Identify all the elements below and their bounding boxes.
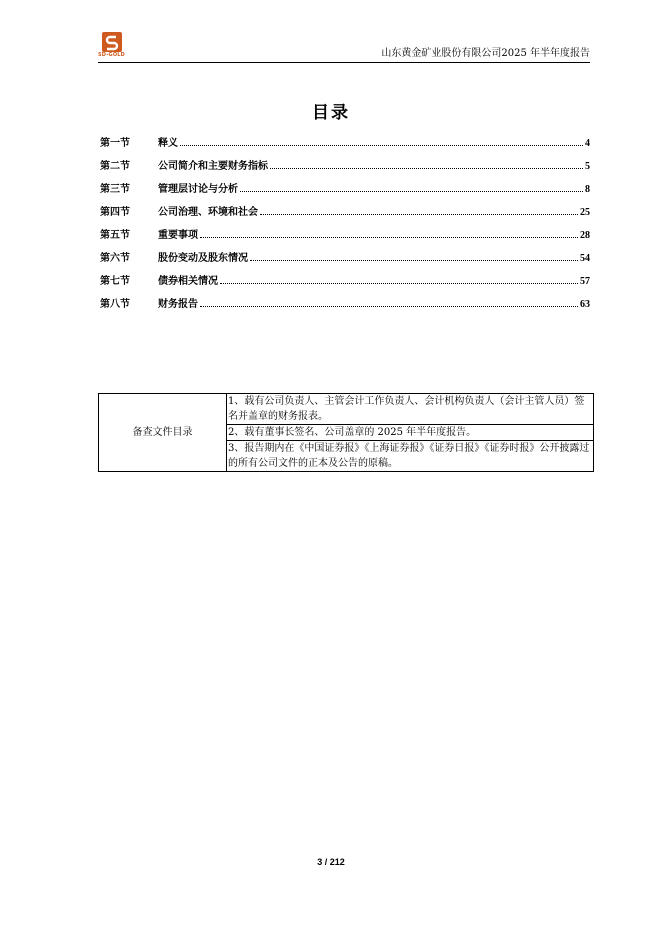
toc-page-number[interactable]: 25: [580, 207, 590, 218]
toc-page-number[interactable]: 28: [580, 230, 590, 241]
toc-section-title[interactable]: 重要事项: [158, 230, 198, 241]
toc-item[interactable]: [100, 203, 590, 217]
reference-documents-table: [98, 393, 594, 472]
toc-page-number[interactable]: 54: [580, 253, 590, 264]
toc-leader-dots: [270, 167, 583, 169]
toc-section-number: 第三节: [100, 184, 130, 195]
reference-documents-label: 备查文件目录: [99, 394, 227, 472]
toc-heading: 目录: [312, 103, 350, 123]
toc-section-number: 第四节: [100, 207, 130, 218]
toc-section-title[interactable]: 股份变动及股东情况: [158, 253, 248, 264]
toc-leader-dots: [220, 282, 578, 284]
toc-leader-dots: [200, 236, 578, 238]
page-number-indicator: 3 / 212: [317, 857, 345, 867]
logo-text: SD-GOLD: [98, 52, 126, 58]
toc-leader-dots: [180, 144, 583, 146]
toc-leader-dots: [200, 305, 578, 307]
reference-document-item: 1、载有公司负责人、主管会计工作负责人、会计机构负责人（会计主管人员）签名并盖章的财务报表。: [227, 394, 594, 425]
toc-item[interactable]: [100, 226, 590, 240]
toc-page-number[interactable]: 4: [585, 138, 590, 149]
page-header: [98, 28, 590, 63]
toc-section-title[interactable]: 管理层讨论与分析: [158, 184, 238, 195]
table-row: [99, 394, 594, 425]
toc-section-number: 第五节: [100, 230, 130, 241]
toc-page-number[interactable]: 8: [585, 184, 590, 195]
toc-section-number: 第七节: [100, 276, 130, 287]
toc-item[interactable]: [100, 134, 590, 148]
toc-leader-dots: [250, 259, 578, 261]
toc-section-title[interactable]: 债券相关情况: [158, 276, 218, 287]
company-logo: [98, 32, 128, 60]
toc-page-number[interactable]: 63: [580, 299, 590, 310]
toc-section-title[interactable]: 释义: [158, 138, 178, 149]
toc-item[interactable]: [100, 249, 590, 263]
toc-item[interactable]: [100, 295, 590, 309]
toc-page-number[interactable]: 5: [585, 161, 590, 172]
toc-section-number: 第一节: [100, 138, 130, 149]
toc-item[interactable]: [100, 272, 590, 286]
sd-gold-logo-icon: [102, 32, 122, 52]
toc-page-number[interactable]: 57: [580, 276, 590, 287]
toc-section-number: 第二节: [100, 161, 130, 172]
toc-leader-dots: [240, 190, 583, 192]
toc-section-title[interactable]: 公司治理、环境和社会: [158, 207, 258, 218]
report-title: 山东黄金矿业股份有限公司2025 年半年度报告: [381, 48, 590, 59]
toc-section-number: 第六节: [100, 253, 130, 264]
toc-leader-dots: [260, 213, 578, 215]
toc-section-number: 第八节: [100, 299, 130, 310]
toc-section-title[interactable]: 财务报告: [158, 299, 198, 310]
toc-item[interactable]: [100, 157, 590, 171]
reference-document-item: 3、报告期内在《中国证券报》《上海证券报》《证券日报》《证券时报》公开披露过的所有公司文件的正本及公告的原稿。: [227, 441, 594, 472]
toc-section-title[interactable]: 公司简介和主要财务指标: [158, 161, 268, 172]
toc-item[interactable]: [100, 180, 590, 194]
reference-document-item: 2、载有董事长签名、公司盖章的 2025 年半年度报告。: [227, 425, 594, 441]
